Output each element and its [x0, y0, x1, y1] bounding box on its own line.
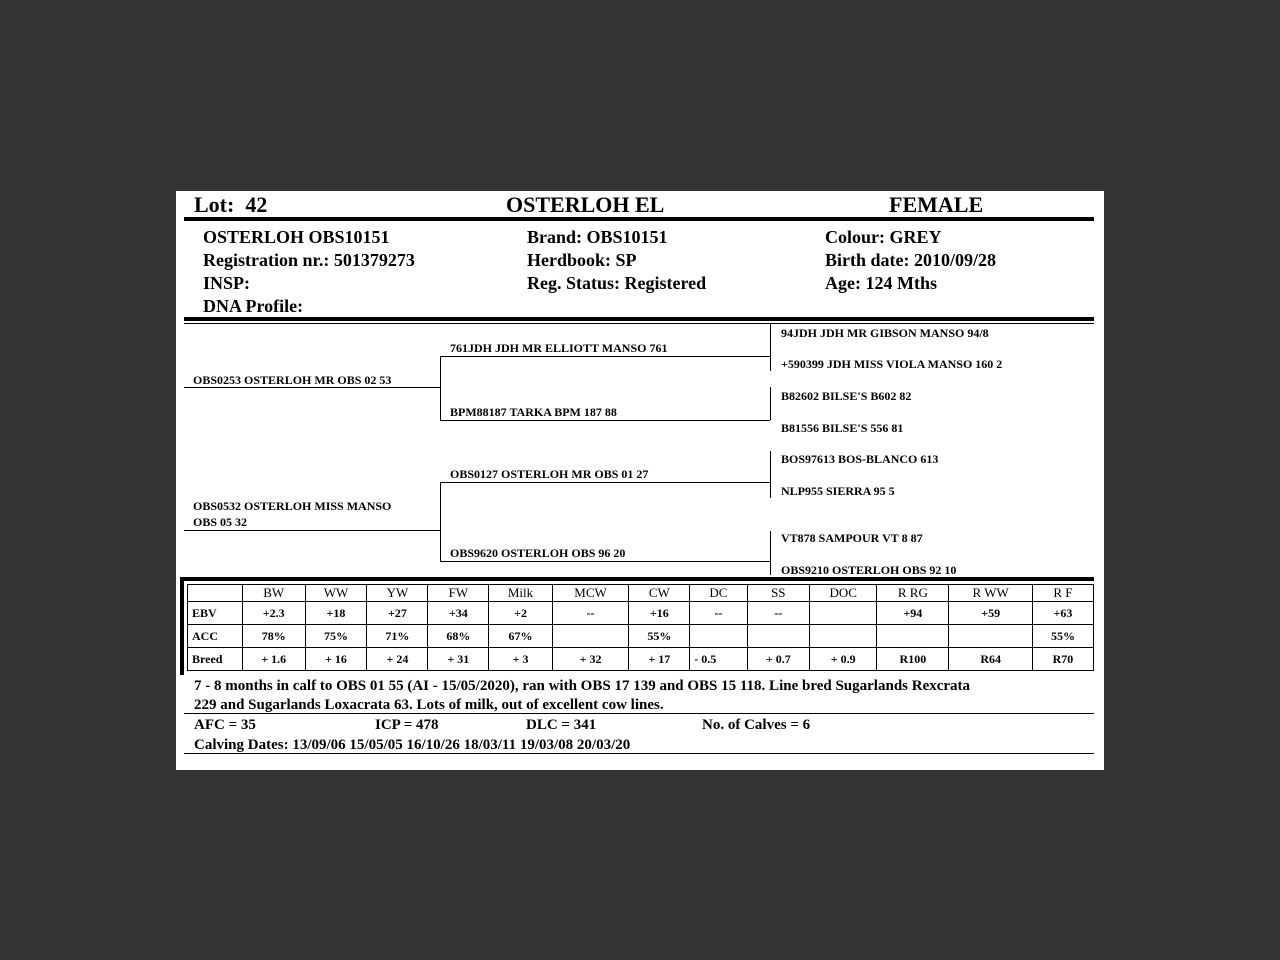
- dam-name-line1: OBS0532 OSTERLOH MISS MANSO: [193, 499, 392, 513]
- breed-row-label: Breed: [188, 648, 243, 671]
- ebv-col-header: DOC: [810, 585, 877, 602]
- acc-cell: 71%: [367, 625, 428, 648]
- ebv-col-header: BW: [243, 585, 306, 602]
- breed-cell: R70: [1032, 648, 1093, 671]
- breed-cell: + 0.7: [747, 648, 810, 671]
- info-rule-thin: [184, 323, 1094, 324]
- ebv-cell: --: [690, 602, 747, 625]
- ebv-row-label: EBV: [188, 602, 243, 625]
- acc-cell: 67%: [489, 625, 552, 648]
- ebv-cell: +59: [949, 602, 1033, 625]
- ebv-cell: +2.3: [243, 602, 306, 625]
- ebv-col-header: MCW: [552, 585, 629, 602]
- acc-cell: [552, 625, 629, 648]
- birth-date: Birth date: 2010/09/28: [825, 250, 996, 270]
- ebv-header-blank: [188, 585, 243, 602]
- registration-number: Registration nr.: 501379273: [203, 250, 415, 270]
- sire-sire: 761JDH JDH MR ELLIOTT MANSO 761: [450, 341, 668, 355]
- brand: Brand: OBS10151: [527, 227, 668, 247]
- lot-label: [194, 192, 267, 218]
- ebv-cell: +2: [489, 602, 552, 625]
- ebv-col-header: WW: [305, 585, 367, 602]
- dam-sire: OBS0127 OSTERLOH MR OBS 01 27: [450, 467, 649, 481]
- sex-label: FEMALE: [889, 192, 984, 217]
- breed-cell: + 31: [428, 648, 489, 671]
- calving-dates: Calving Dates: 13/09/06 15/05/05 16/10/26 18/03/11 19/03/08 20/03/20: [194, 737, 631, 753]
- ebv-header-row: [188, 585, 1094, 602]
- ebv-col-header: YW: [367, 585, 428, 602]
- breed-cell: + 32: [552, 648, 629, 671]
- ss-dam: +590399 JDH MISS VIOLA MANSO 160 2: [781, 357, 1003, 371]
- footer-rule: [184, 753, 1094, 754]
- calves-count: No. of Calves = 6: [702, 717, 811, 733]
- colour: Colour: GREY: [825, 227, 942, 247]
- breed-cell: + 17: [629, 648, 690, 671]
- dam-dam: OBS9620 OSTERLOH OBS 96 20: [450, 546, 626, 560]
- acc-cell: [810, 625, 877, 648]
- ebv-col-header: CW: [629, 585, 690, 602]
- breed-cell: + 3: [489, 648, 552, 671]
- ebv-cell: +16: [629, 602, 690, 625]
- ds-sire: BOS97613 BOS-BLANCO 613: [781, 452, 939, 466]
- sire-name: OBS0253 OSTERLOH MR OBS 02 53: [193, 373, 392, 387]
- breed-row: [188, 648, 1094, 671]
- acc-cell: 55%: [629, 625, 690, 648]
- ebv-col-header: FW: [428, 585, 489, 602]
- breed-cell: + 24: [367, 648, 428, 671]
- ebv-col-header: DC: [690, 585, 747, 602]
- notes-line-2: 229 and Sugarlands Loxacrata 63. Lots of milk, out of excellent cow lines.: [194, 697, 664, 713]
- ss-line: [440, 356, 770, 357]
- acc-cell: [877, 625, 949, 648]
- acc-cell: 68%: [428, 625, 489, 648]
- insp-label: INSP:: [203, 273, 251, 293]
- ds-line: [440, 482, 770, 483]
- sire-dam: BPM88187 TARKA BPM 187 88: [450, 405, 617, 419]
- acc-cell: 78%: [243, 625, 306, 648]
- ebv-col-header: R F: [1032, 585, 1093, 602]
- ss-bracket-up: [770, 324, 771, 357]
- acc-cell: [949, 625, 1033, 648]
- acc-cell: [690, 625, 747, 648]
- dam-bracket: [440, 482, 441, 562]
- sd-dam: B81556 BILSE'S 556 81: [781, 421, 904, 435]
- dlc-value: DLC = 341: [526, 717, 597, 733]
- lot-label-text: Lot:: [194, 192, 235, 217]
- ebv-cell: +94: [877, 602, 949, 625]
- ebv-table: [187, 584, 1094, 671]
- acc-cell: [747, 625, 810, 648]
- lot-card: [176, 191, 1104, 770]
- ebv-cell: [810, 602, 877, 625]
- notes-rule: [184, 713, 1094, 714]
- dam-line: [184, 530, 441, 531]
- ss-sire: 94JDH JDH MR GIBSON MANSO 94/8: [781, 326, 989, 340]
- acc-row: [188, 625, 1094, 648]
- dd-bracket: [770, 531, 771, 575]
- ebv-cell: +18: [305, 602, 367, 625]
- breed-cell: R64: [949, 648, 1033, 671]
- reg-status: Reg. Status: Registered: [527, 273, 707, 293]
- sire-bracket: [440, 356, 441, 421]
- ebv-top-rule: [180, 577, 1094, 581]
- sd-bracket: [770, 387, 771, 420]
- acc-cell: 55%: [1032, 625, 1093, 648]
- info-rule: [184, 317, 1094, 321]
- ebv-col-header: R RG: [877, 585, 949, 602]
- ebv-cell: --: [552, 602, 629, 625]
- ebv-left-rule: [180, 577, 184, 675]
- ebv-col-header: Milk: [489, 585, 552, 602]
- ds-bracket: [770, 451, 771, 498]
- header-rule: [184, 217, 1094, 221]
- acc-row-label: ACC: [188, 625, 243, 648]
- ds-dam: NLP955 SIERRA 95 5: [781, 484, 895, 498]
- ebv-row: [188, 602, 1094, 625]
- ebv-col-header: R WW: [949, 585, 1033, 602]
- icp-value: ICP = 478: [375, 717, 439, 733]
- herdbook: Herdbook: SP: [527, 250, 637, 270]
- breed-cell: + 16: [305, 648, 367, 671]
- acc-cell: 75%: [305, 625, 367, 648]
- breed-cell: + 0.9: [810, 648, 877, 671]
- age: Age: 124 Mths: [825, 273, 937, 293]
- dd-dam: OBS9210 OSTERLOH OBS 92 10: [781, 563, 957, 577]
- breed-cell: - 0.5: [690, 648, 747, 671]
- dam-name-line2: OBS 05 32: [193, 515, 248, 529]
- breed-cell: + 1.6: [243, 648, 306, 671]
- ebv-cell: --: [747, 602, 810, 625]
- ebv-cell: +27: [367, 602, 428, 625]
- breed-cell: R100: [877, 648, 949, 671]
- sd-sire: B82602 BILSE'S B602 82: [781, 389, 912, 403]
- dd-sire: VT878 SAMPOUR VT 8 87: [781, 531, 923, 545]
- afc-value: AFC = 35: [194, 717, 256, 733]
- ebv-col-header: SS: [747, 585, 810, 602]
- notes-line-1: 7 - 8 months in calf to OBS 01 55 (AI - 15/05/2020), ran with OBS 17 139 and OBS 15 118. Line bred Sugarlands Rexcrata: [194, 678, 971, 694]
- animal-title: OSTERLOH EL: [506, 192, 665, 217]
- ebv-cell: +63: [1032, 602, 1093, 625]
- dd-line: [440, 561, 770, 562]
- lot-number: 42: [245, 192, 268, 217]
- dna-profile-label: DNA Profile:: [203, 296, 304, 316]
- animal-name: OSTERLOH OBS10151: [203, 227, 390, 247]
- ss-bracket-down: [770, 355, 771, 371]
- ebv-cell: +34: [428, 602, 489, 625]
- sd-line: [440, 420, 770, 421]
